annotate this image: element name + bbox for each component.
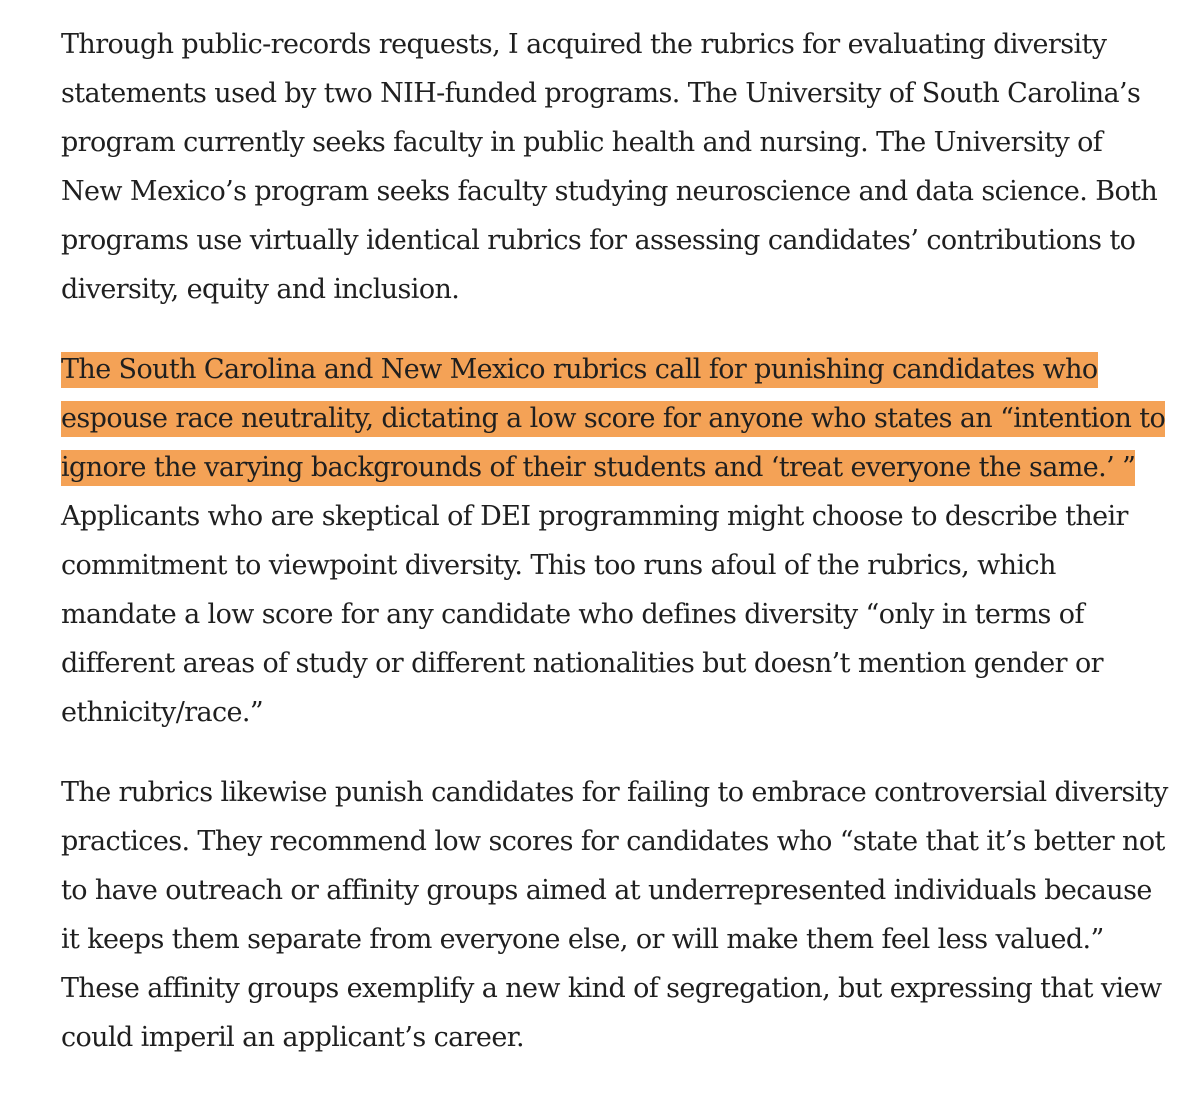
article-body: [61, 20, 1171, 1093]
paragraph-public-records: [61, 20, 1171, 314]
paragraph-text: Through public-records requests, I acquired the rubrics for evaluating diversity statements used by two NIH-funded programs. The University of South Carolina’s program currently seeks faculty in public health and nursing. The University of New Mexico’s program seeks faculty studying neuroscience and data science. Both programs use virtually identical rubrics for assessing candidates’ contributions to diversity, equity and inclusion.: [61, 29, 1158, 305]
paragraph-affinity-groups: [61, 768, 1171, 1062]
paragraph-text: The rubrics likewise punish candidates for failing to embrace controversial diversity practices. They recommend low scores for candidates who “state that it’s better not to have outreach or affinity groups aimed at underrepresented individuals because it keeps them separate from everyone else, or will make them feel less valued.” These affinity groups exemplify a new kind of segregation, but expressing that view could imperil an applicant’s career.: [61, 777, 1168, 1053]
highlighted-passage[interactable]: The South Carolina and New Mexico rubrics call for punishing candidates who espouse race neutrality, dictating a low score for anyone who states an “intention to ignore the varying backgrounds of their students and ‘treat everyone the same.’ ”: [61, 352, 1165, 486]
paragraph-race-neutrality: [61, 345, 1171, 737]
paragraph-text: Applicants who are skeptical of DEI programming might choose to describe their commitment to viewpoint diversity. This too runs afoul of the rubrics, which mandate a low score for any candidate who defines diversity “only in terms of different areas of study or different nationalities but doesn’t mention gender or ethnicity/race.”: [61, 501, 1128, 728]
